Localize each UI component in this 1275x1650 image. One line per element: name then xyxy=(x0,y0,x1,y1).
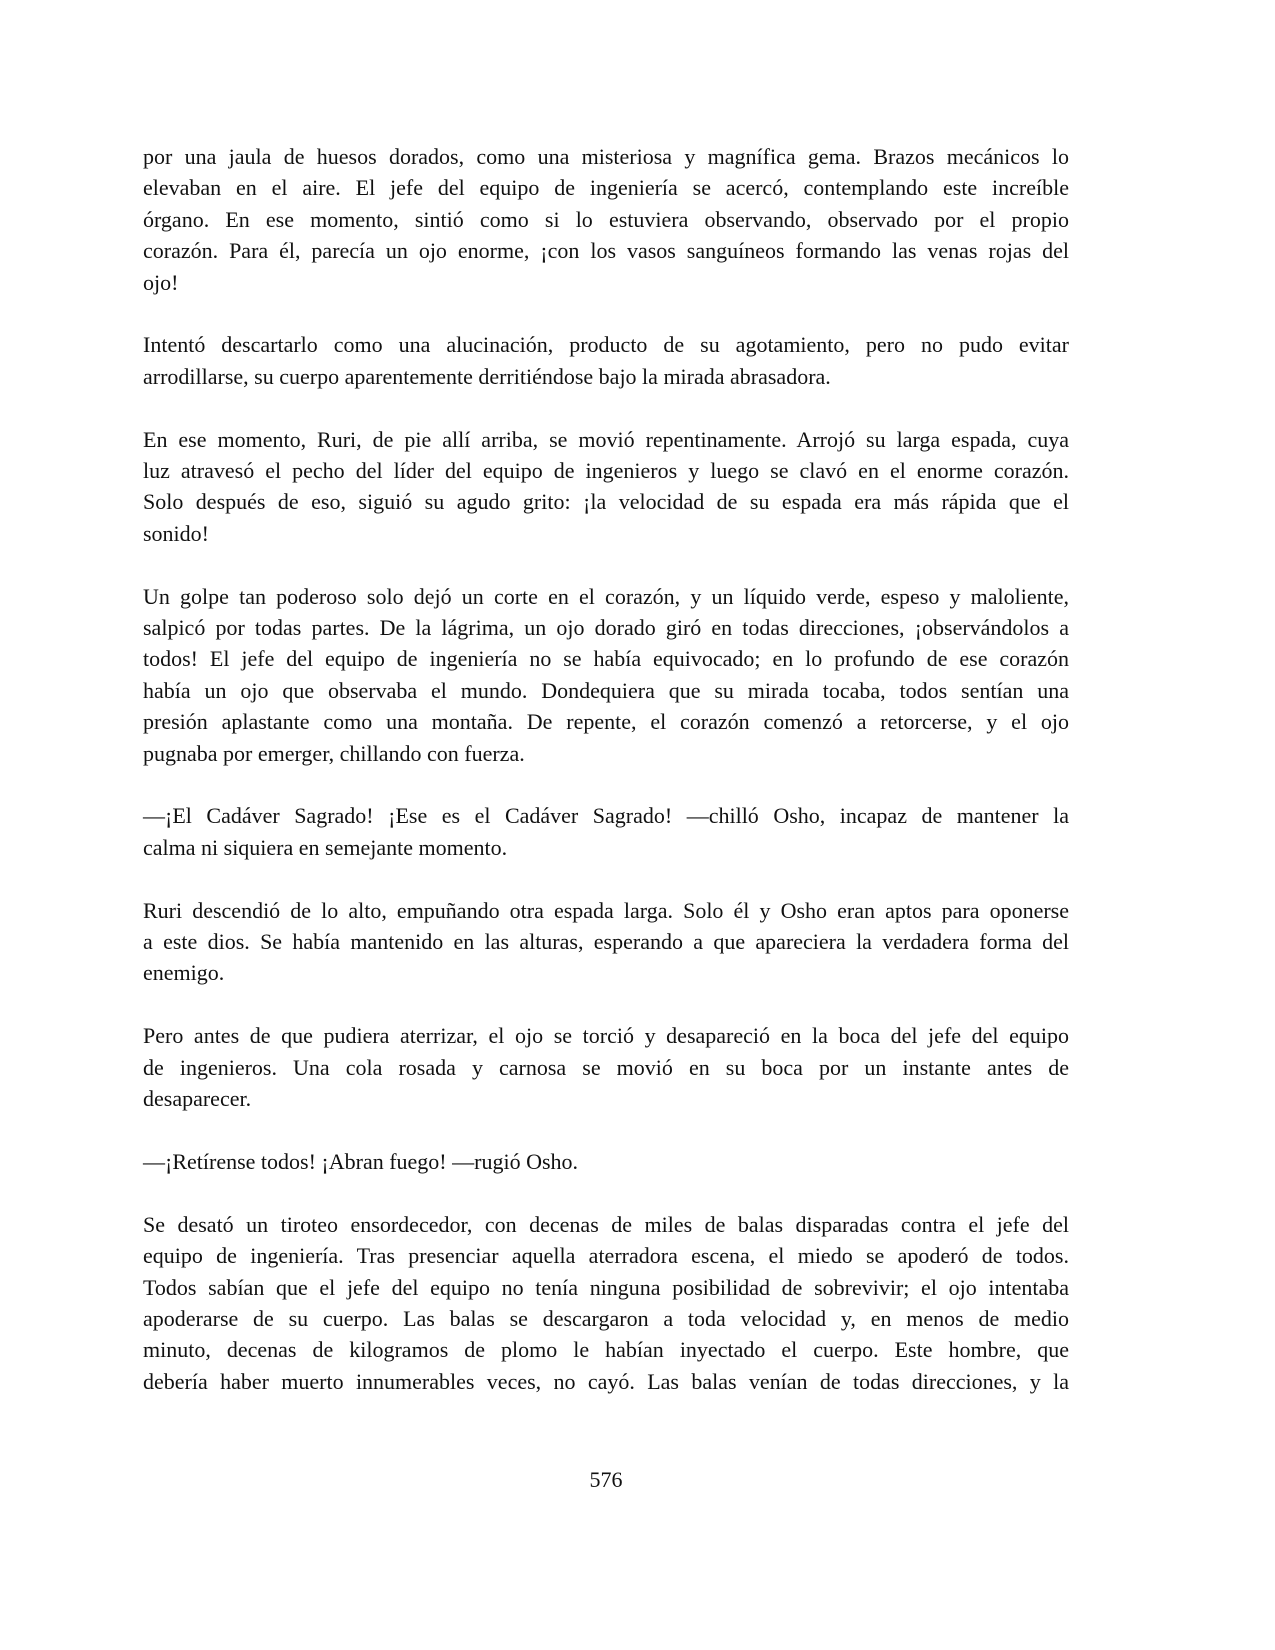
text-line: órgano. En ese momento, sintió como si lo estuviera observando, observado por el propio xyxy=(143,206,1069,232)
text-line: arrodillarse, su cuerpo aparentemente derritiéndose bajo la mirada abrasadora. xyxy=(143,363,831,389)
page-number: 576 xyxy=(589,1467,623,1492)
paragraph xyxy=(143,581,1069,769)
text-line: Todos sabían que el jefe del equipo no tenía ninguna posibilidad de sobrevivir; el ojo intentaba xyxy=(143,1274,1069,1300)
text-line: por una jaula de huesos dorados, como una misteriosa y magnífica gema. Brazos mecánicos lo xyxy=(143,144,1069,169)
text-line: Intentó descartarlo como una alucinación, producto de su agotamiento, pero no pudo evitar xyxy=(143,332,1069,358)
text-line: elevaban en el aire. El jefe del equipo de ingeniería se acercó, contemplando este increíble xyxy=(143,175,1069,201)
text-line: a este dios. Se había mantenido en las alturas, esperando a que apareciera la verdadera forma del xyxy=(143,929,1069,955)
paragraph xyxy=(143,1146,1069,1177)
text-line: salpicó por todas partes. De la lágrima, un ojo dorado giró en todas direcciones, ¡observándolos a xyxy=(143,615,1069,641)
paragraph xyxy=(143,141,1069,298)
page-body xyxy=(143,141,1069,1429)
text-line: corazón. Para él, parecía un ojo enorme, ¡con los vasos sanguíneos formando las venas rojas del xyxy=(143,238,1069,264)
text-line: apoderarse de su cuerpo. Las balas se descargaron a toda velocidad y, en menos de medio xyxy=(143,1305,1069,1331)
text-line: Se desató un tiroteo ensordecedor, con decenas de miles de balas disparadas contra el jefe del xyxy=(143,1211,1069,1237)
text-line: Pero antes de que pudiera aterrizar, el ojo se torció y desapareció en la boca del jefe del equipo xyxy=(143,1023,1069,1049)
text-line: Un golpe tan poderoso solo dejó un corte en el corazón, y un líquido verde, espeso y maloliente, xyxy=(143,583,1069,609)
text-line: Solo después de eso, siguió su agudo grito: ¡la velocidad de su espada era más rápida que el xyxy=(143,489,1069,515)
text-line: calma ni siquiera en semejante momento. xyxy=(143,834,508,860)
text-line: equipo de ingeniería. Tras presenciar aquella aterradora escena, el miedo se apoderó de todos. xyxy=(143,1243,1069,1269)
text-line: minuto, decenas de kilogramos de plomo le habían inyectado el cuerpo. Este hombre, que xyxy=(143,1337,1069,1363)
text-line: de ingenieros. Una cola rosada y carnosa se movió en su boca por un instante antes de xyxy=(143,1054,1069,1080)
text-line: todos! El jefe del equipo de ingeniería no se había equivocado; en lo profundo de ese corazón xyxy=(143,646,1069,672)
paragraph xyxy=(143,800,1069,863)
paragraph xyxy=(143,895,1069,989)
text-line: luz atravesó el pecho del líder del equipo de ingenieros y luego se clavó en el enorme corazón. xyxy=(143,458,1069,484)
text-line: En ese momento, Ruri, de pie allí arriba, se movió repentinamente. Arrojó su larga espada, cuya xyxy=(143,426,1069,452)
text-line: pugnaba por emerger, chillando con fuerza. xyxy=(143,740,525,766)
text-line: ojo! xyxy=(143,269,179,295)
paragraph xyxy=(143,424,1069,550)
paragraph xyxy=(143,1209,1069,1397)
text-line: —¡Retírense todos! ¡Abran fuego! —rugió Osho. xyxy=(143,1148,579,1174)
text-line: enemigo. xyxy=(143,960,225,986)
text-line: había un ojo que observaba el mundo. Dondequiera que su mirada tocaba, todos sentían una xyxy=(143,677,1069,703)
text-line: desaparecer. xyxy=(143,1086,252,1112)
paragraph xyxy=(143,329,1069,392)
text-line: —¡El Cadáver Sagrado! ¡Ese es el Cadáver Sagrado! —chilló Osho, incapaz de mantener la xyxy=(143,803,1069,829)
paragraph xyxy=(143,1020,1069,1114)
text-line: debería haber muerto innumerables veces, no cayó. Las balas venían de todas direcciones, y la xyxy=(143,1368,1069,1394)
text-line: sonido! xyxy=(143,520,209,546)
text-line: presión aplastante como una montaña. De repente, el corazón comenzó a retorcerse, y el ojo xyxy=(143,709,1069,735)
text-line: Ruri descendió de lo alto, empuñando otra espada larga. Solo él y Osho eran aptos para oponerse xyxy=(143,897,1069,923)
